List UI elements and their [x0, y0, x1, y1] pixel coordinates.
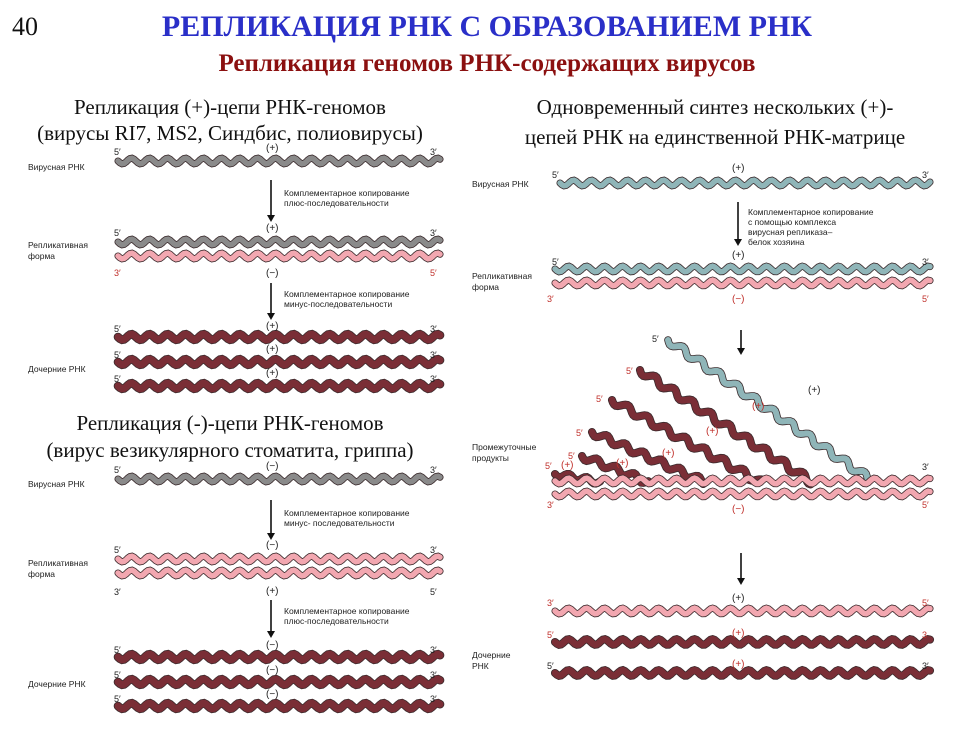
panel-plus-sign-d2: (+): [266, 344, 279, 355]
panel-multi-sign-int1: (+): [808, 385, 821, 396]
panel-minus-label-viral: Вирусная РНК: [28, 479, 85, 489]
panel-plus-heading-line1: Репликация (+)-цепи РНК-геномов: [74, 95, 386, 119]
panel-plus-label-viral: Вирусная РНК: [28, 162, 85, 172]
panel-plus-note2-line1: Комплементарное копирование: [284, 289, 410, 299]
p2-end-3-rf-plus: 3′: [114, 587, 121, 597]
p3-end-3-template: 3′: [547, 500, 554, 510]
p2-daughter-2: [118, 679, 440, 685]
p3-end-3-viral: 3′: [922, 170, 929, 180]
p2-end-3-d3: 3′: [430, 694, 437, 704]
p1-arrow-1: [267, 180, 275, 222]
panel-multi-label-daughter-1: Дочерние: [472, 650, 511, 660]
panel-minus-note2-line1: Комплементарное копирование: [284, 606, 410, 616]
panel-multi-sign-d2: (+): [732, 659, 745, 670]
p1-end-5-d2: 5′: [114, 350, 121, 360]
p2-rf-bottom-strand: [118, 570, 440, 576]
panel-plus-sign-rf-top: (+): [266, 223, 279, 234]
p1-daughter-1: [118, 334, 440, 340]
panel-plus-note2-line2: минус-последовательности: [284, 299, 393, 309]
panel-multi-heading-line1: Одновременный синтез нескольких (+)-: [536, 95, 894, 119]
p1-end-3-rf-minus: 3′: [114, 268, 121, 278]
p1-daughter-3: [118, 383, 440, 389]
p3-rf-bottom-strand: [555, 280, 930, 286]
panel-multi-label-viral: Вирусная РНК: [472, 179, 529, 189]
p2-arrow-2: [267, 600, 275, 638]
p3-end-3-int: 3′: [922, 462, 929, 472]
panel-minus-label-replicative-1: Репликативная: [28, 558, 88, 568]
p1-end-5-d3: 5′: [114, 374, 121, 384]
panel-multi-sign-rf-bottom: (−): [732, 294, 745, 305]
p1-end-3-d1: 3′: [430, 324, 437, 334]
p3-arrow-2: [737, 330, 745, 355]
slide-subtitle: Репликация геномов РНК-содержащих вирусов: [218, 50, 756, 77]
p3-end-3-final: 3′: [547, 598, 554, 608]
p2-end-5-viral: 5′: [114, 465, 121, 475]
p2-viral-strand: [118, 476, 440, 482]
panel-minus-sign-d1: (−): [266, 640, 279, 651]
p2-end-5-d1: 5′: [114, 645, 121, 655]
p3-template-top-strand: [555, 478, 930, 484]
panel-multi-sign-int4: (+): [662, 448, 675, 459]
panel-multi-sign-viral: (+): [732, 163, 745, 174]
p3-end-5-d1: 5′: [547, 630, 554, 640]
p1-rf-top-strand: [118, 239, 440, 245]
p3-rf-top-strand: [555, 266, 930, 272]
panel-plus-label-replicative-2: форма: [28, 251, 56, 261]
p1-daughter-2: [118, 359, 440, 365]
panel-minus-heading-line2: (вирус везикулярного стоматита, гриппа): [46, 438, 414, 462]
p2-end-5-rf: 5′: [114, 545, 121, 555]
p3-daughter-2: [555, 670, 930, 676]
panel-multi-sign-int3: (+): [706, 426, 719, 437]
p3-arrow-1: [734, 202, 742, 246]
p3-end-5-int5: 5′: [568, 451, 575, 461]
panel-multi-sign-final-template: (+): [732, 593, 745, 604]
panel-minus-note2-line2: плюс-последовательности: [284, 616, 389, 626]
p1-end-3-rf: 3′: [430, 228, 437, 238]
p3-end-5-d2: 5′: [547, 661, 554, 671]
p3-daughter-1: [555, 639, 930, 645]
p1-viral-strand: [118, 158, 440, 164]
p3-template-bottom-strand: [555, 491, 930, 497]
p3-end-5-int1: 5′: [652, 334, 659, 344]
panel-plus-sign-viral: (+): [266, 143, 279, 154]
p3-end-3-d1: 3: [922, 630, 928, 640]
p3-end-5-rf-minus: 5′: [922, 294, 929, 304]
panel-multi-note-line4: белок хозяина: [748, 237, 805, 247]
p3-end-3-d2: 3′: [922, 661, 929, 671]
panel-multi-note-line3: вирусная репликаза–: [748, 227, 833, 237]
p3-end-5-int6: 5′: [545, 461, 552, 471]
p2-end-5-d3: 5′: [114, 694, 121, 704]
panel-multi-sign-template: (−): [732, 504, 745, 515]
panel-minus-note1-line1: Комплементарное копирование: [284, 508, 410, 518]
panel-minus-sign-rf-top: (−): [266, 540, 279, 551]
panel-minus-sign-d3: (−): [266, 689, 279, 700]
p1-end-5-viral: 5′: [114, 147, 121, 157]
panel-plus-label-replicative-1: Репликативная: [28, 240, 88, 250]
panel-plus-sign-rf-bottom: (−): [266, 268, 279, 279]
p1-rf-bottom-strand: [118, 253, 440, 259]
p3-end-5-int2: 5′: [626, 366, 633, 376]
panel-multi-label-replicative-1: Репликативная: [472, 271, 532, 281]
panel-multi-sign-int6: (+): [561, 460, 574, 471]
p3-end-5-viral: 5′: [552, 170, 559, 180]
panel-multi-sign-int2: (+): [752, 401, 765, 412]
p2-end-3-d2: 3′: [430, 670, 437, 680]
p3-end-5-final: 5′: [922, 598, 929, 608]
panel-multi-sign-int5: (+): [616, 458, 629, 469]
p2-arrow-1: [267, 500, 275, 540]
panel-minus-label-daughter: Дочерние РНК: [28, 679, 86, 689]
panel-plus-sign-d3: (+): [266, 368, 279, 379]
panel-multi-note-line1: Комплементарное копирование: [748, 207, 874, 217]
panel-multi-label-intermediate-2: продукты: [472, 453, 509, 463]
p3-end-5-rf: 5′: [552, 257, 559, 267]
panel-multi-sign-rf-top: (+): [732, 250, 745, 261]
panel-multi-note-line2: с помощью комплекса: [748, 217, 837, 227]
p1-arrow-2: [267, 283, 275, 320]
panel-minus-heading-line1: Репликация (-)-цепи РНК-геномов: [76, 411, 384, 435]
panel-minus-sign-d2: (−): [266, 665, 279, 676]
p1-end-5-rf: 5′: [114, 228, 121, 238]
panel-plus-note1-line1: Комплементарное копирование: [284, 188, 410, 198]
panel-multi-sign-d1: (+): [732, 628, 745, 639]
p3-viral-strand: [560, 180, 930, 186]
p1-end-3-d2: 3′: [430, 350, 437, 360]
p3-end-3-rf-minus: 3′: [547, 294, 554, 304]
p3-end-5-template: 5′: [922, 500, 929, 510]
p2-rf-top-strand: [118, 556, 440, 562]
p2-end-3-rf: 3′: [430, 545, 437, 555]
p3-end-3-rf: 3′: [922, 257, 929, 267]
p3-end-5-int4: 5′: [576, 428, 583, 438]
p1-end-3-d3: 3′: [430, 374, 437, 384]
p3-arrow-3: [737, 553, 745, 585]
p2-daughter-1: [118, 654, 440, 660]
panel-plus-heading-line2: (вирусы RI7, MS2, Синдбис, полиовирусы): [37, 121, 423, 145]
panel-minus-label-replicative-2: форма: [28, 569, 56, 579]
slide-title: РЕПЛИКАЦИЯ РНК С ОБРАЗОВАНИЕМ РНК: [161, 10, 813, 43]
p2-daughter-3: [118, 703, 440, 709]
panel-minus-sign-viral: (−): [266, 461, 279, 472]
p2-end-3-viral: 3′: [430, 465, 437, 475]
panel-multi-label-daughter-2: РНК: [472, 661, 489, 671]
panel-multi-heading-line2: цепей РНК на единственной РНК-матрице: [524, 125, 906, 149]
panel-multi-label-replicative-2: форма: [472, 282, 500, 292]
slide-number: 40: [12, 12, 38, 41]
p1-end-5-d1: 5′: [114, 324, 121, 334]
p1-end-5-rf-minus: 5′: [430, 268, 437, 278]
p3-end-5-int3: 5′: [596, 394, 603, 404]
panel-multi-label-intermediate-1: Промежуточные: [472, 442, 537, 452]
p3-final-template: [555, 608, 930, 614]
p2-end-3-d1: 3′: [430, 645, 437, 655]
panel-plus-note1-line2: плюс-последовательности: [284, 198, 389, 208]
panel-minus-sign-rf-bottom: (+): [266, 586, 279, 597]
p1-end-3-viral: 3′: [430, 147, 437, 157]
p2-end-5-rf-plus: 5′: [430, 587, 437, 597]
panel-plus-sign-d1: (+): [266, 321, 279, 332]
panel-minus-note1-line2: минус- последовательности: [284, 518, 395, 528]
p2-end-5-d2: 5′: [114, 670, 121, 680]
panel-plus-label-daughter: Дочерние РНК: [28, 364, 86, 374]
